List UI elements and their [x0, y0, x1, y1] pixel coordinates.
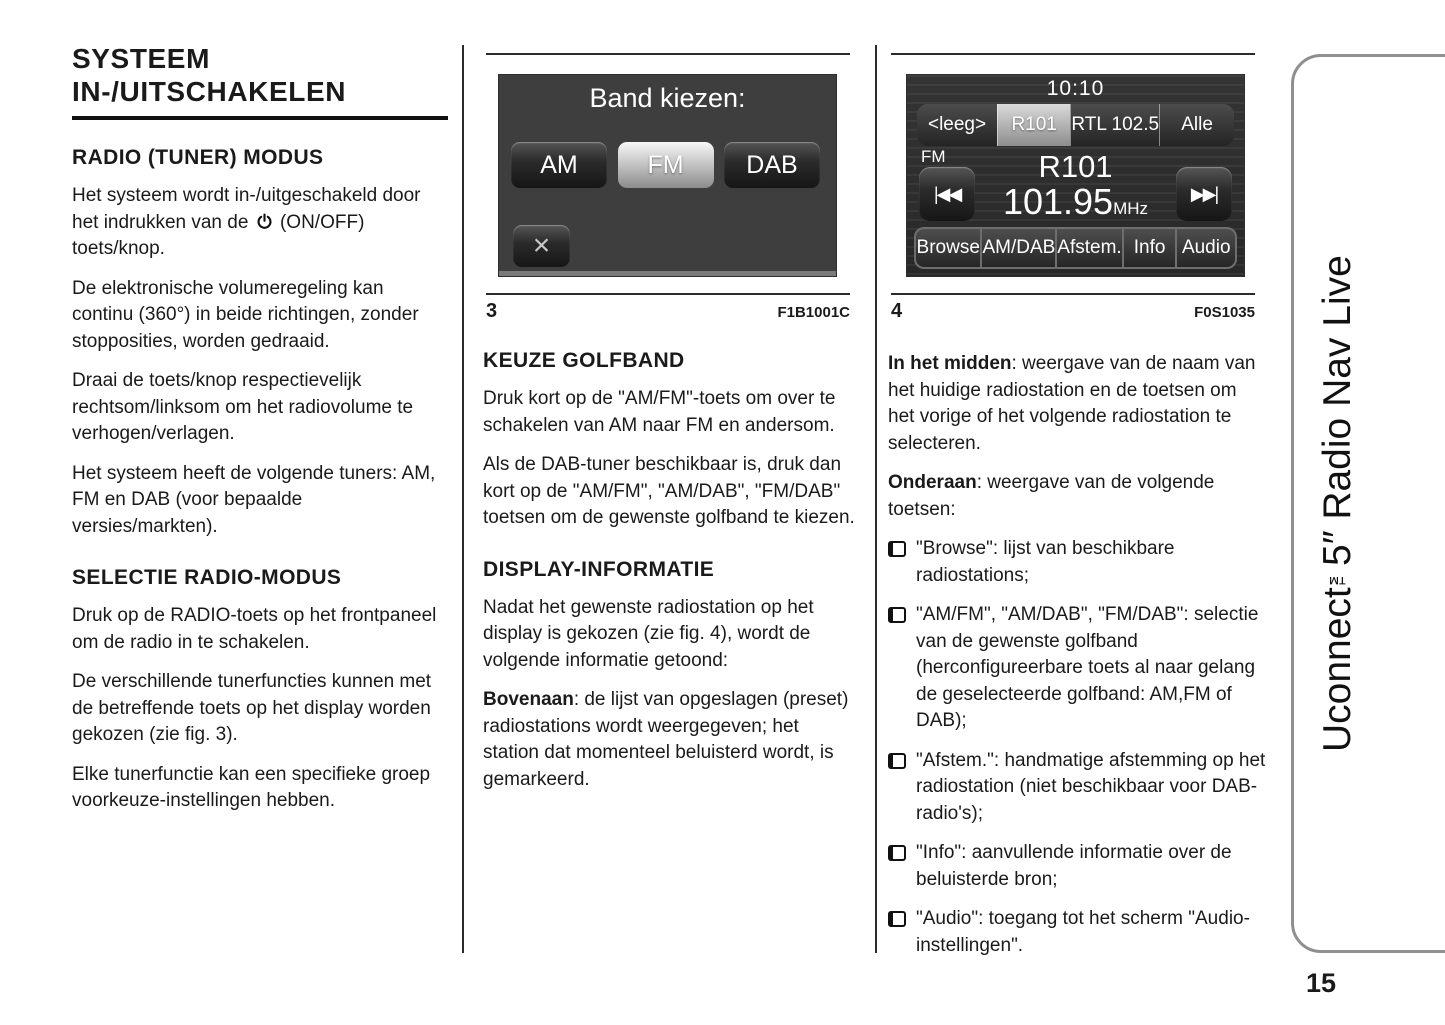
list-item-text: "AM/FM", "AM/DAB", "FM/DAB": selectie van de gewenste golfband (herconfigureerbare toets al naar gelang de geselecteerde golfband: AM,FM of DAB);	[916, 604, 1259, 731]
paragraph: Als de DAB-tuner beschikbaar is, druk dan kort op de "AM/FM", "AM/DAB", "FM/DAB" toetsen om de gewenste golfband te kiezen.	[483, 454, 855, 528]
paragraph-lead: Bovenaan	[483, 689, 574, 710]
figure-3	[486, 74, 850, 323]
figure-caption-rule	[486, 293, 850, 295]
radio-main-screen-image	[906, 74, 1245, 277]
middle-column	[483, 40, 855, 806]
figure-code: F0S1035	[1194, 304, 1255, 321]
preset-r101-button-selected: R101	[997, 104, 1070, 146]
checkbox-bullet-icon	[888, 911, 906, 927]
paragraph: Draai de toets/knop respectievelijk rechtsom/linksom om het radiovolume te verhogen/verlagen.	[72, 370, 414, 445]
section-heading-keuze-golfband: KEUZE GOLFBAND	[483, 349, 685, 372]
paragraph	[888, 351, 1266, 457]
info-button: Info	[1124, 229, 1176, 267]
station-name: R101	[1038, 149, 1113, 184]
paragraph	[483, 687, 855, 793]
audio-button: Audio	[1177, 229, 1235, 267]
list-item-text: "Audio": toegang tot het scherm "Audio-instellingen".	[916, 908, 1250, 956]
page-number: 15	[1306, 968, 1337, 998]
preset-empty-button: <leeg>	[917, 104, 997, 146]
power-icon	[256, 213, 273, 230]
paragraph-text: : weergave van de volgende toetsen:	[888, 472, 1215, 520]
paragraph	[72, 183, 448, 263]
preset-alle-button: Alle	[1159, 104, 1234, 146]
band-indicator: FM	[921, 147, 946, 166]
paragraph: Druk op de RADIO-toets op het frontpaneel om de radio in te schakelen.	[72, 605, 437, 653]
paragraph-text: : de lijst van opgeslagen (preset) radiostations wordt weergegeven; het station dat momenteel beluisterd wordt, is gemarkeerd.	[483, 689, 849, 790]
list-item-text: "Afstem.": handmatige afstemming op het radiostation (niet beschikbaar voor DAB-radio's);	[916, 749, 1266, 824]
band-button-row	[511, 142, 820, 188]
list-item-text: "Info": aanvullende informatie over de beluisterde bron;	[916, 842, 1232, 890]
figure-caption-rule	[891, 293, 1255, 295]
checkbox-bullet-icon	[888, 541, 906, 557]
am-dab-button: AM/DAB	[982, 229, 1055, 267]
column-divider	[462, 45, 464, 953]
checkbox-bullet-icon	[888, 753, 906, 769]
frequency-value: 101.95	[1002, 181, 1114, 222]
fm-band-button-selected: FM	[618, 142, 714, 188]
chapter-side-tab-label	[1316, 57, 1360, 950]
paragraph-lead: In het midden	[888, 353, 1012, 374]
column-divider	[875, 45, 877, 953]
figure-number: 3	[486, 300, 498, 322]
list-item-text: "Browse": lijst van beschikbare radiostations;	[916, 538, 1175, 586]
checkbox-bullet-icon	[888, 845, 906, 861]
close-icon: ×	[513, 225, 570, 267]
figure-top-rule	[486, 53, 850, 55]
page-title-line1: SYSTEEM	[72, 43, 211, 74]
clock-display: 10:10	[1046, 77, 1105, 100]
right-column	[888, 40, 1266, 972]
preset-rtl-button: RTL 102.5	[1070, 104, 1159, 146]
paragraph: Elke tunerfunctie kan een specifieke groep voorkeuze-instellingen hebben.	[72, 763, 431, 812]
section-heading-selectie-radio-modus: SELECTIE RADIO-MODUS	[72, 566, 342, 590]
list-item	[888, 602, 1266, 735]
band-selection-screen-image	[498, 74, 837, 277]
list-item	[888, 840, 1266, 893]
model-name: 5″ Radio Nav Live	[1316, 254, 1359, 566]
dab-band-button: DAB	[724, 142, 820, 188]
seek-forward-icon: ▶▶|	[1176, 167, 1232, 221]
seek-back-icon: |◀◀	[919, 167, 975, 221]
page-title-line2: IN-/UITSCHAKELEN	[72, 76, 347, 108]
paragraph-text: (ON/OFF) toets/knop.	[72, 211, 365, 260]
trademark-symbol: ™	[1326, 565, 1349, 588]
paragraph: Het systeem heeft de volgende tuners: AM, FM en DAB (voor bepaalde versies/markten).	[72, 462, 436, 537]
am-band-button: AM	[511, 142, 607, 188]
figure-number: 4	[891, 300, 903, 322]
paragraph: Druk kort op de "AM/FM"-toets om over te schakelen van AM naar FM en andersom.	[483, 388, 836, 436]
frequency-unit: MHz	[1113, 199, 1149, 218]
paragraph-text: Het systeem wordt in-/uitgeschakeld door het indrukken van de	[72, 185, 421, 233]
page-title	[72, 42, 448, 120]
list-item	[888, 906, 1266, 959]
afstem-button: Afstem.	[1057, 229, 1121, 267]
brand-name: Uconnect	[1316, 587, 1359, 753]
paragraph: De elektronische volumeregeling kan continu (360°) in beide richtingen, zonder stopposities, worden gedraaid.	[72, 277, 419, 352]
figure-top-rule	[891, 53, 1255, 55]
preset-station-bar	[917, 104, 1234, 146]
checkbox-bullet-icon	[888, 607, 906, 623]
paragraph-text: : weergave van de naam van het huidige radiostation en de toetsen om het vorige of het volgende radiostation te selecteren.	[888, 353, 1256, 454]
left-column	[72, 42, 448, 828]
band-kiezen-title: Band kiezen:	[589, 83, 746, 113]
section-heading-radio-modus: RADIO (TUNER) MODUS	[72, 146, 324, 170]
paragraph: Nadat het gewenste radiostation op het display is gekozen (zie fig. 4), wordt de volgende informatie getoond:	[483, 596, 814, 671]
bottom-button-bar	[914, 227, 1237, 269]
list-item	[888, 748, 1266, 828]
paragraph-lead: Onderaan	[888, 472, 977, 493]
figure-caption	[891, 300, 1255, 323]
browse-button: Browse	[916, 229, 980, 267]
figure-4	[891, 74, 1255, 323]
chapter-side-tab	[1291, 54, 1445, 953]
figure-caption	[486, 300, 850, 323]
paragraph: De verschillende tunerfuncties kunnen met de betreffende toets op het display worden gekozen (zie fig. 3).	[72, 671, 432, 746]
button-description-list	[888, 536, 1266, 959]
figure-code: F1B1001C	[777, 304, 850, 321]
section-heading-display-informatie: DISPLAY-INFORMATIE	[483, 557, 715, 581]
paragraph	[888, 470, 1266, 523]
list-item	[888, 536, 1266, 589]
